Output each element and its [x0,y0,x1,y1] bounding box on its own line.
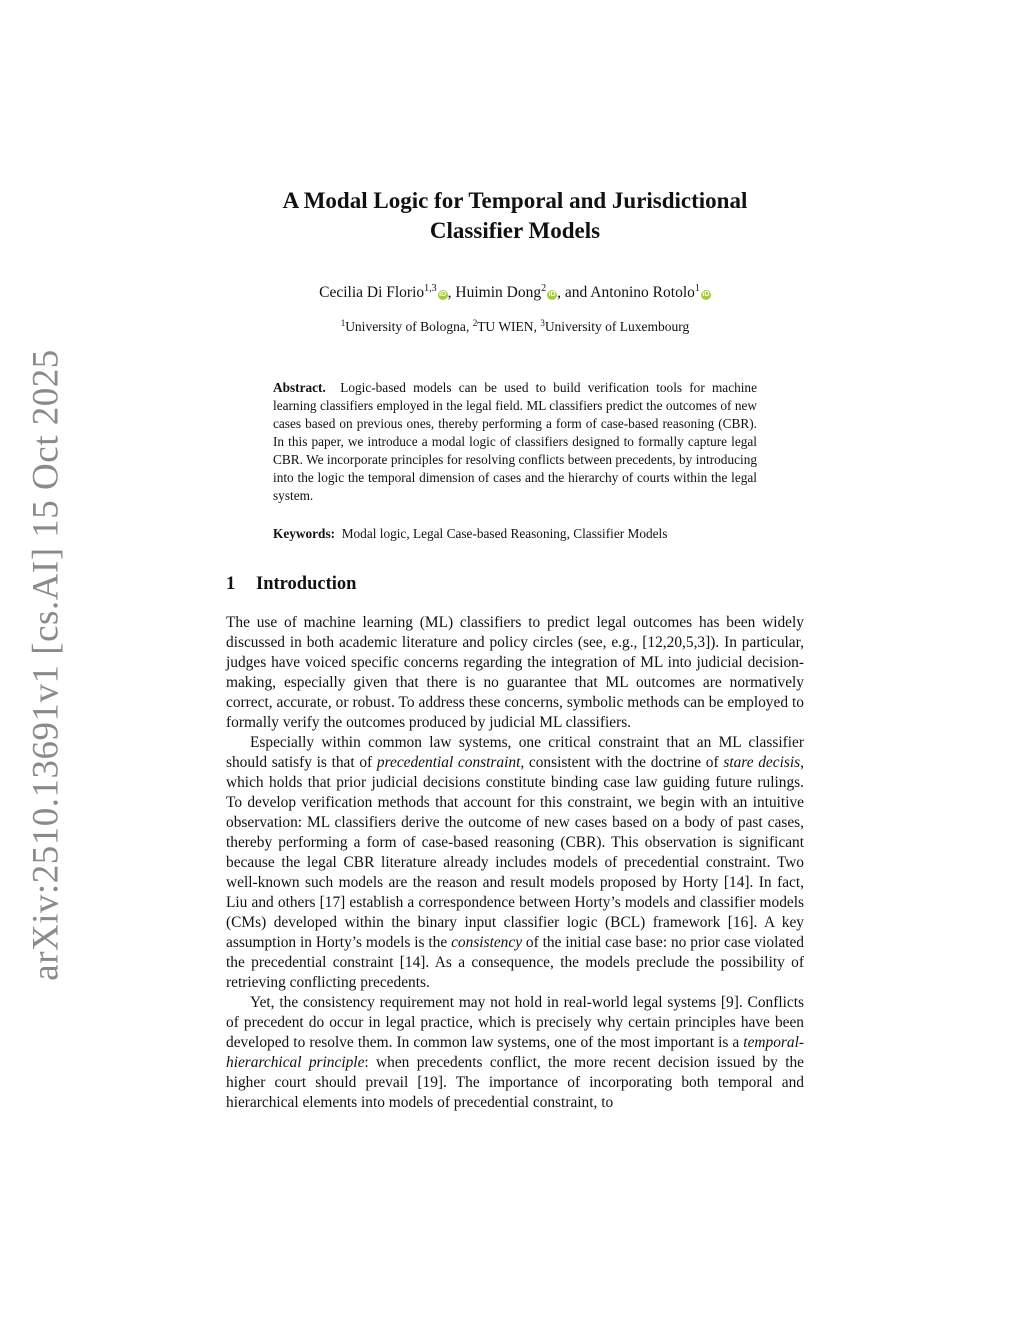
author-name: Antonino Rotolo [590,284,695,301]
paper-title [200,186,830,246]
section-title: Introduction [256,574,357,594]
affiliations [200,318,830,335]
body-text [226,613,804,1113]
author-name: Huimin Dong [455,284,542,301]
abstract [273,379,757,505]
italic-term: stare decisis [723,754,801,771]
paragraph [226,993,804,1113]
affil-separator: , [533,319,541,334]
italic-term: precedential constraint [376,754,521,771]
text-run: of the initial case base: no prior case violated the precedential constraint [14]. As a consequence, the models preclude the possibility of retrieving conflicting precedents. [226,934,804,991]
affil-separator: , [465,319,473,334]
section-number: 1 [226,574,236,594]
orcid-icon[interactable]: iD [439,291,447,298]
affil-name: University of Bologna [345,319,466,334]
author-affil-sup: 1 [694,283,700,294]
orcid-icon[interactable]: iD [702,291,710,298]
keywords-label: Keywords: [273,526,336,541]
affil-sup: 3 [540,318,545,328]
keywords [273,525,757,543]
italic-term: temporal-hierarchical principle [226,1034,804,1071]
author-name: Cecilia Di Florio [319,284,425,301]
text-run: Yet, the consistency requirement may not hold in real-world legal systems [9]. Conflicts of precedent do occur in legal practice, which is precisely why certain principles have been developed to resolve them. In common law systems, one of the most important is a [226,994,804,1051]
abstract-label: Abstract. [273,380,326,395]
abstract-text: Logic-based models can be used to build verification tools for machine learning classifiers employed in the legal field. ML classifiers predict the outcomes of new cases based on previous ones, thereby performing a form of case-based reasoning (CBR). In this paper, we introduce a modal logic of classifiers designed to formally capture legal CBR. We incorporate principles for resolving conflicts between precedents, by introducing into the logic the temporal dimension of cases and the hierarchy of courts within the legal system. [273,380,757,503]
text-run: , consistent with the doctrine of [520,754,724,771]
author-separator: , and [557,284,591,301]
arxiv-identifier-stamp: arXiv:2510.13691v1 [cs.AI] 15 Oct 2025 [25,349,67,981]
title-line-2: Classifier Models [429,218,601,243]
section-heading [226,574,356,595]
text-run: Especially within common law systems, one critical constraint that an ML classifier should satisfy is that of [226,734,804,771]
affil-sup: 1 [340,318,346,328]
affil-sup: 2 [472,318,478,328]
title-line-1: A Modal Logic for Temporal and Jurisdictional [282,188,748,213]
author-affil-sup: 2 [541,283,547,294]
author-affil-sup: 1,3 [424,283,437,294]
affil-name: TU WIEN [477,319,534,334]
author-separator: , [447,284,456,301]
affil-name: University of Luxembourg [544,319,690,334]
italic-term: consistency [451,934,523,951]
paragraph [226,733,804,993]
author-list [200,283,830,302]
orcid-icon[interactable]: iD [548,291,556,298]
paragraph: The use of machine learning (ML) classifiers to predict legal outcomes has been widely discussed in both academic literature and policy circles (see, e.g., [12,20,5,3]). In particular, judges have voiced specific concerns regarding the integration of ML into judicial decision-making, especially given that there is no guarantee that ML outcomes are normatively correct, accurate, or robust. To address these concerns, symbolic methods can be employed to formally verify the outcomes produced by judicial ML classifiers. [226,614,804,731]
keywords-text: Modal logic, Legal Case-based Reasoning, Classifier Models [341,526,668,541]
text-run: , which holds that prior judicial decisions constitute binding case law guiding future rulings. To develop verification methods that account for this constraint, we begin with an intuitive observation: ML classifiers derive the outcome of new cases based on a body of past cases, thereby performing a form of case-based reasoning (CBR). This observation is significant because the legal CBR literature already includes models of precedential constraint. Two well-known such models are the reason and result models proposed by Horty [14]. In fact, Liu and others [17] establish a correspondence between Horty’s models and classifier models (CMs) developed within the binary input classifier logic (BCL) framework [16]. A key assumption in Horty’s models is the [226,754,804,951]
text-run: : when precedents conflict, the more recent decision issued by the higher court should prevail [19]. The importance of incorporating both temporal and hierarchical elements into models of precedential constraint, to [226,1054,804,1111]
